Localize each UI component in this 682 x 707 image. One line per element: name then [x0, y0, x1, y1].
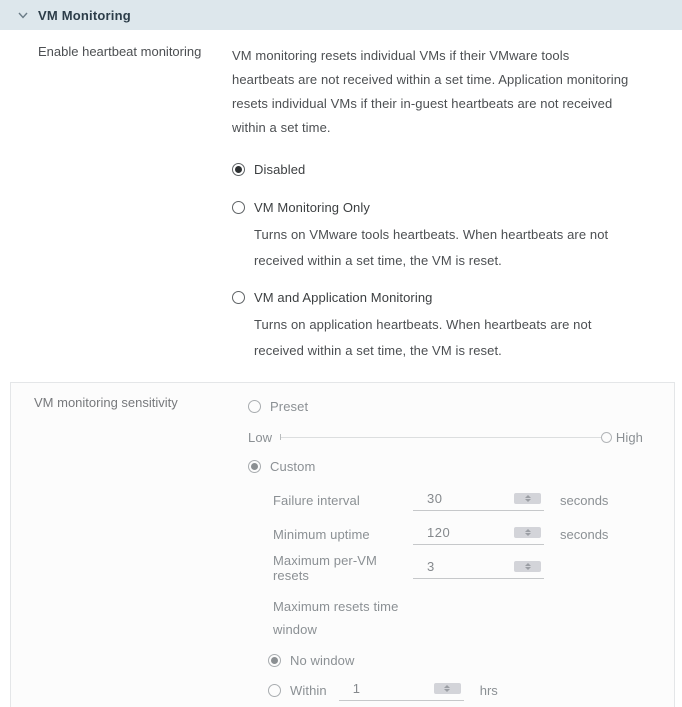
slider-low-label: Low: [248, 429, 273, 445]
radio-icon[interactable]: [232, 163, 245, 176]
unit-label: seconds: [560, 526, 609, 542]
radio-option-preset[interactable]: [248, 395, 643, 417]
vm-monitoring-section-header[interactable]: [0, 0, 682, 30]
radio-option-custom[interactable]: [248, 455, 643, 477]
heartbeat-description: VM monitoring resets individual VMs if their VMware tools heartbeats are not received within a set time. Application monitoring resets individual VMs if their in-guest heartbeats are not received within a set time.: [232, 48, 629, 135]
minimum-uptime-row: [273, 523, 643, 545]
input-value[interactable]: 120: [427, 524, 451, 540]
sensitivity-label: VM monitoring sensitivity: [34, 395, 178, 410]
radio-option-vm-monitoring-only[interactable]: [232, 196, 634, 218]
slider-thumb[interactable]: [601, 432, 612, 443]
number-stepper-icon[interactable]: [514, 561, 541, 572]
number-stepper-icon[interactable]: [434, 683, 461, 694]
radio-option-label: VM and Application Monitoring: [254, 289, 433, 305]
enable-heartbeat-label: Enable heartbeat monitoring: [38, 44, 202, 59]
minimum-uptime-input[interactable]: [413, 524, 544, 545]
radio-option-label: Preset: [270, 398, 309, 414]
radio-icon[interactable]: [232, 291, 245, 304]
failure-interval-input[interactable]: [413, 490, 544, 511]
radio-icon[interactable]: [268, 654, 281, 667]
unit-label: hrs: [479, 682, 498, 698]
input-value[interactable]: 30: [427, 490, 443, 506]
number-stepper-icon[interactable]: [514, 527, 541, 538]
radio-option-no-window[interactable]: [268, 649, 643, 671]
input-value[interactable]: 3: [427, 558, 435, 574]
radio-icon[interactable]: [232, 201, 245, 214]
radio-icon[interactable]: [248, 400, 261, 413]
vm-monitoring-sensitivity-section: [10, 382, 675, 707]
input-value[interactable]: 1: [352, 680, 361, 696]
number-stepper-icon[interactable]: [514, 493, 541, 504]
slider-high-label: High: [615, 429, 643, 445]
radio-option-vm-and-application-monitoring[interactable]: [232, 286, 634, 308]
max-per-vm-resets-input[interactable]: [413, 558, 544, 579]
within-hours-input[interactable]: [339, 680, 464, 701]
radio-option-label: Within: [290, 682, 327, 698]
vm-monitoring-only-description: Turns on VMware tools heartbeats. When heartbeats are not received within a set time, the VM is reset.: [254, 227, 609, 268]
radio-icon[interactable]: [268, 684, 281, 697]
failure-interval-label: Failure interval: [273, 492, 360, 508]
max-per-vm-resets-row: [273, 553, 643, 583]
radio-option-label: No window: [290, 652, 355, 668]
max-resets-window-label: Maximum resets time window: [273, 599, 399, 637]
failure-interval-row: [273, 489, 643, 511]
section-title: VM Monitoring: [38, 7, 131, 23]
sensitivity-slider[interactable]: [248, 427, 643, 447]
radio-option-label: VM Monitoring Only: [254, 199, 370, 215]
slider-track[interactable]: [281, 437, 601, 438]
unit-label: seconds: [560, 492, 609, 508]
radio-option-label: Disabled: [254, 161, 306, 177]
radio-option-disabled[interactable]: [232, 158, 634, 180]
max-per-vm-resets-label: Maximum per-VM resets: [273, 553, 377, 583]
minimum-uptime-label: Minimum uptime: [273, 526, 370, 542]
radio-icon[interactable]: [248, 460, 261, 473]
vm-and-app-monitoring-description: Turns on application heartbeats. When heartbeats are not received within a set time, the VM is reset.: [254, 317, 592, 358]
chevron-down-icon[interactable]: [17, 9, 29, 21]
radio-option-within[interactable]: [268, 679, 643, 701]
radio-option-label: Custom: [270, 458, 316, 474]
